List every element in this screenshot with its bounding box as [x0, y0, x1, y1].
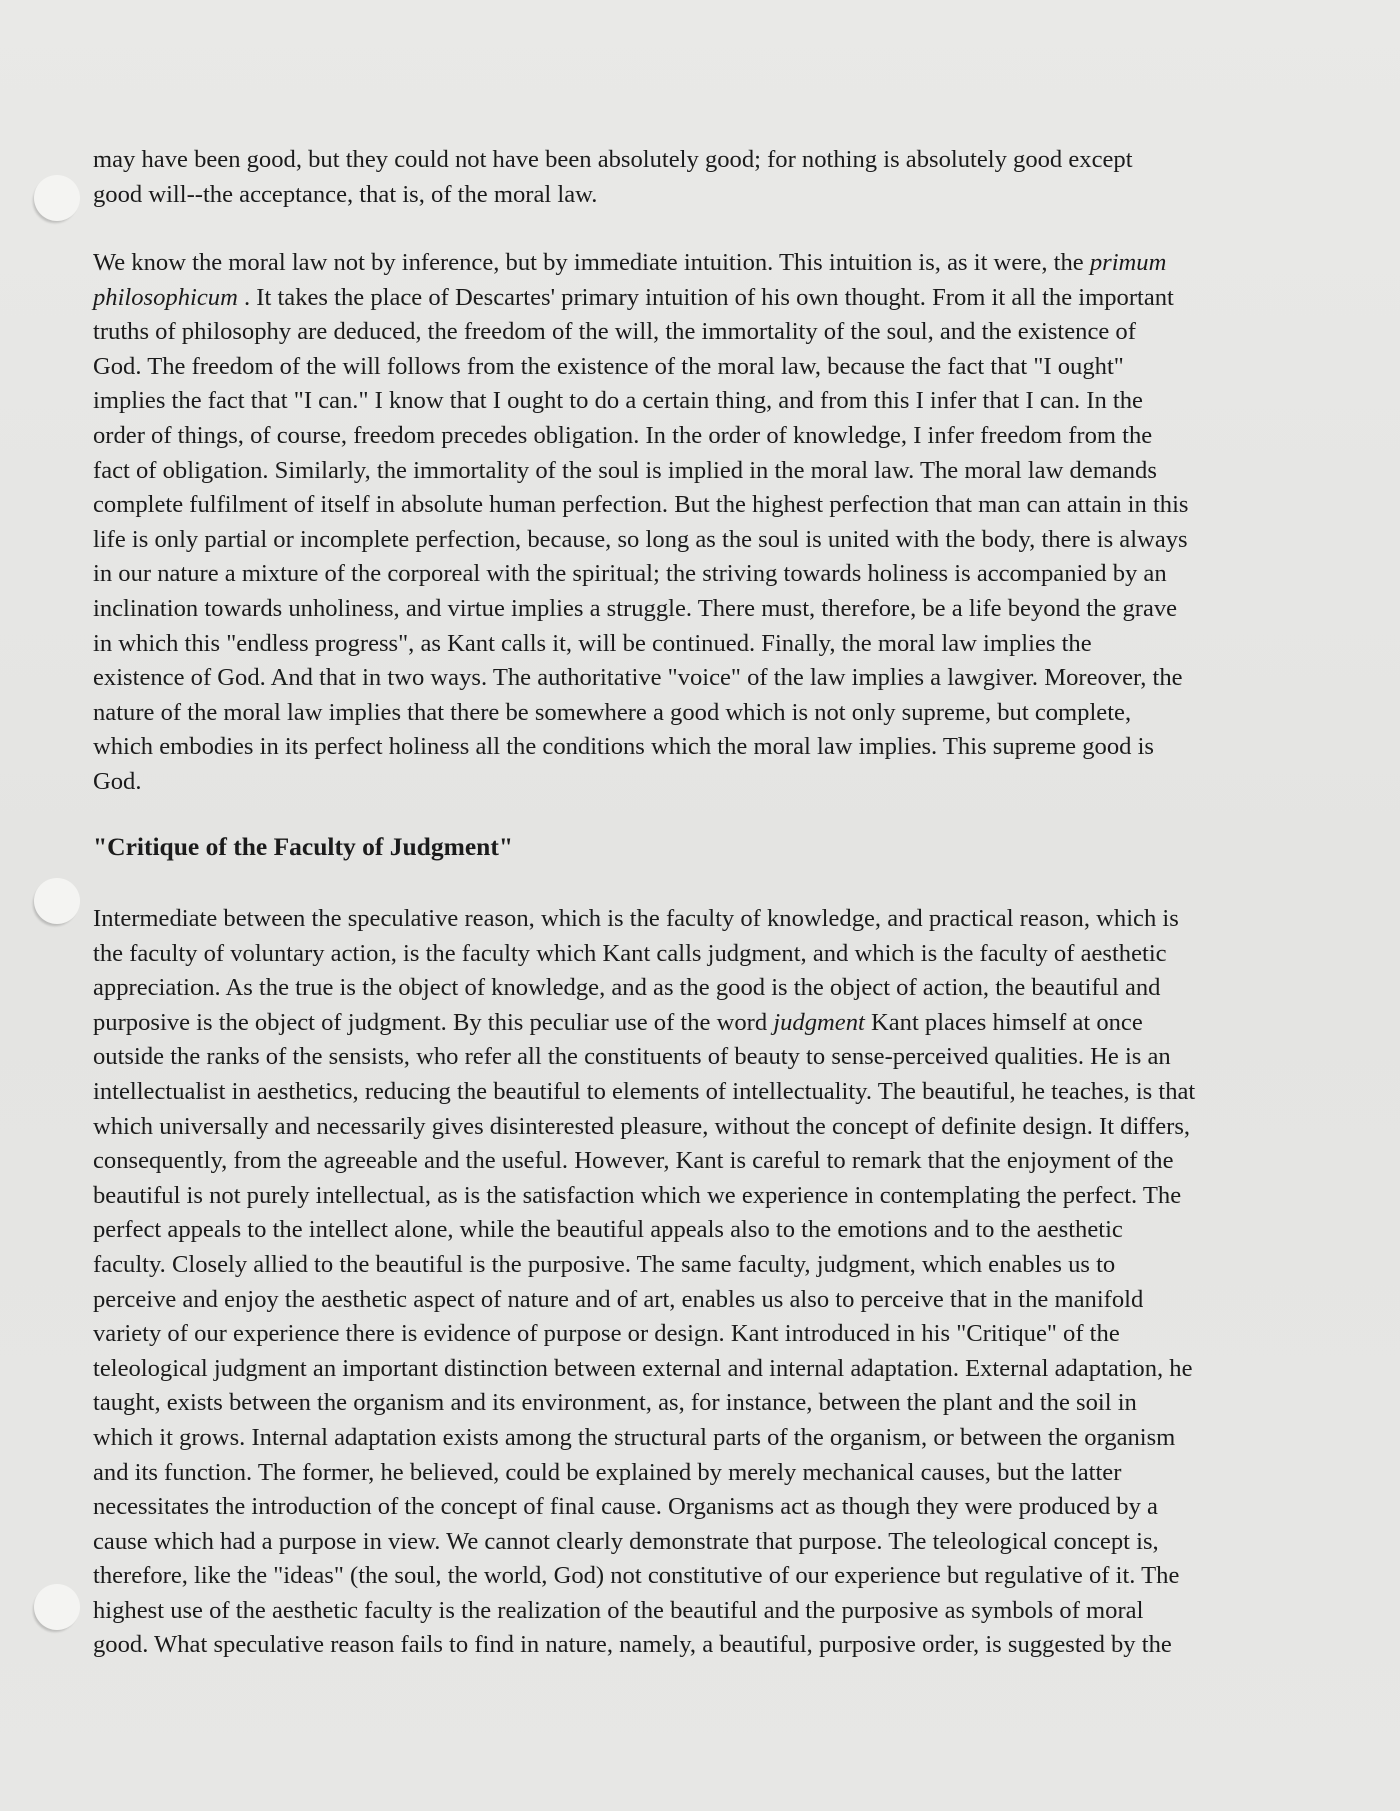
- text-line: may have been good, but they could not have been absolutely good; for nothing is absolutely good except: [93, 146, 1133, 173]
- paragraph-1: [93, 143, 1293, 212]
- text-line: order of things, of course, freedom precedes obligation. In the order of knowledge, I infer freedom from the: [93, 421, 1153, 449]
- text-line: beautiful is not purely intellectual, as is the satisfaction which we experience in contemplating the perfect. The: [93, 1181, 1182, 1209]
- text-line: cause which had a purpose in view. We cannot clearly demonstrate that purpose. The teleological concept is,: [93, 1527, 1159, 1555]
- text-line: existence of God. And that in two ways. The authoritative "voice" of the law implies a lawgiver. Moreover, the: [93, 664, 1183, 692]
- text-line: perceive and enjoy the aesthetic aspect of nature and of art, enables us also to perceive that in the manifold: [93, 1285, 1144, 1313]
- italic-term: primum: [1089, 249, 1167, 276]
- text-line: highest use of the aesthetic faculty is the realization of the beautiful and the purposive as symbols of moral: [93, 1596, 1144, 1624]
- text-line: God.: [93, 767, 142, 795]
- text-line: truths of philosophy are deduced, the freedom of the will, the immortality of the soul, and the existence of: [93, 318, 1136, 346]
- binder-hole: [34, 878, 80, 924]
- text-line: variety of our experience there is evidence of purpose or design. Kant introduced in his "Critique" of the: [93, 1320, 1120, 1348]
- text-line: and its function. The former, he believed, could be explained by merely mechanical causes, but the latter: [93, 1458, 1122, 1486]
- text-line: fact of obligation. Similarly, the immortality of the soul is implied in the moral law. The moral law demands: [93, 456, 1157, 484]
- text-run: Kant places himself at once: [864, 1008, 1143, 1036]
- text-line: Intermediate between the speculative reason, which is the faculty of knowledge, and practical reason, which is: [93, 905, 1179, 932]
- text-line: inclination towards unholiness, and virtue implies a struggle. There must, therefore, be a life beyond the grave: [93, 594, 1178, 622]
- text-line: good will--the acceptance, that is, of the moral law.: [93, 180, 598, 208]
- text-line: life is only partial or incomplete perfection, because, so long as the soul is united with the body, there is always: [93, 525, 1188, 553]
- text-line: nature of the moral law implies that there be somewhere a good which is not only supreme, but complete,: [93, 698, 1132, 726]
- text-line: implies the fact that "I can." I know that I ought to do a certain thing, and from this I infer that I can. In the: [93, 387, 1143, 415]
- text-line: in our nature a mixture of the corporeal with the spiritual; the striving towards holiness is accompanied by an: [93, 560, 1167, 588]
- text-line: which embodies in its perfect holiness all the conditions which the moral law implies. This supreme good is: [93, 733, 1154, 761]
- text-line: perfect appeals to the intellect alone, while the beautiful appeals also to the emotions and to the aesthetic: [93, 1216, 1123, 1244]
- binder-hole: [34, 175, 80, 221]
- text-line: consequently, from the agreeable and the useful. However, Kant is careful to remark that the enjoyment of the: [93, 1147, 1174, 1175]
- text-run: purposive is the object of judgment. By this peculiar use of the word: [93, 1008, 774, 1036]
- paragraph-2: [93, 246, 1293, 800]
- text-run: We know the moral law not by inference, but by immediate intuition. This intuition is, as it were, the: [93, 249, 1090, 276]
- binder-hole: [34, 1584, 80, 1630]
- text-line: God. The freedom of the will follows from the existence of the moral law, because the fact that "I ought": [93, 352, 1124, 380]
- text-line: [93, 1006, 1293, 1041]
- text-line: intellectualist in aesthetics, reducing the beautiful to elements of intellectuality. The beautiful, he teaches, is that: [93, 1077, 1196, 1105]
- section-heading: "Critique of the Faculty of Judgment": [93, 832, 513, 861]
- text-line: complete fulfilment of itself in absolute human perfection. But the highest perfection that man can attain in this: [93, 491, 1189, 519]
- text-line: which it grows. Internal adaptation exists among the structural parts of the organism, or between the organism: [93, 1423, 1176, 1451]
- text-line: necessitates the introduction of the concept of final cause. Organisms act as though they were produced by a: [93, 1493, 1158, 1521]
- italic-term: philosophicum: [93, 283, 238, 311]
- text-line: [93, 246, 1293, 281]
- text-line: therefore, like the "ideas" (the soul, the world, God) not constitutive of our experience but regulative of it. The: [93, 1562, 1180, 1590]
- text-line: [93, 281, 1293, 316]
- text-line: outside the ranks of the sensists, who refer all the constituents of beauty to sense-perceived qualities. He is an: [93, 1043, 1171, 1071]
- paragraph-3: [93, 902, 1293, 1663]
- text-line: faculty. Closely allied to the beautiful is the purposive. The same faculty, judgment, which enables us to: [93, 1250, 1116, 1278]
- text-line: in which this "endless progress", as Kant calls it, will be continued. Finally, the moral law implies the: [93, 629, 1092, 657]
- italic-term: judgment: [773, 1008, 865, 1036]
- text-line: the faculty of voluntary action, is the faculty which Kant calls judgment, and which is the faculty of aesthetic: [93, 939, 1167, 967]
- text-line: good. What speculative reason fails to find in nature, namely, a beautiful, purposive order, is suggested by the: [93, 1631, 1172, 1659]
- text-line: appreciation. As the true is the object of knowledge, and as the good is the object of action, the beautiful and: [93, 974, 1161, 1002]
- text-run: . It takes the place of Descartes' primary intuition of his own thought. From it all the important: [237, 283, 1174, 311]
- text-line: taught, exists between the organism and its environment, as, for instance, between the plant and the soil in: [93, 1389, 1137, 1417]
- text-line: teleological judgment an important distinction between external and internal adaptation. External adaptation, he: [93, 1354, 1193, 1382]
- text-line: which universally and necessarily gives disinterested pleasure, without the concept of definite design. It differs,: [93, 1112, 1191, 1140]
